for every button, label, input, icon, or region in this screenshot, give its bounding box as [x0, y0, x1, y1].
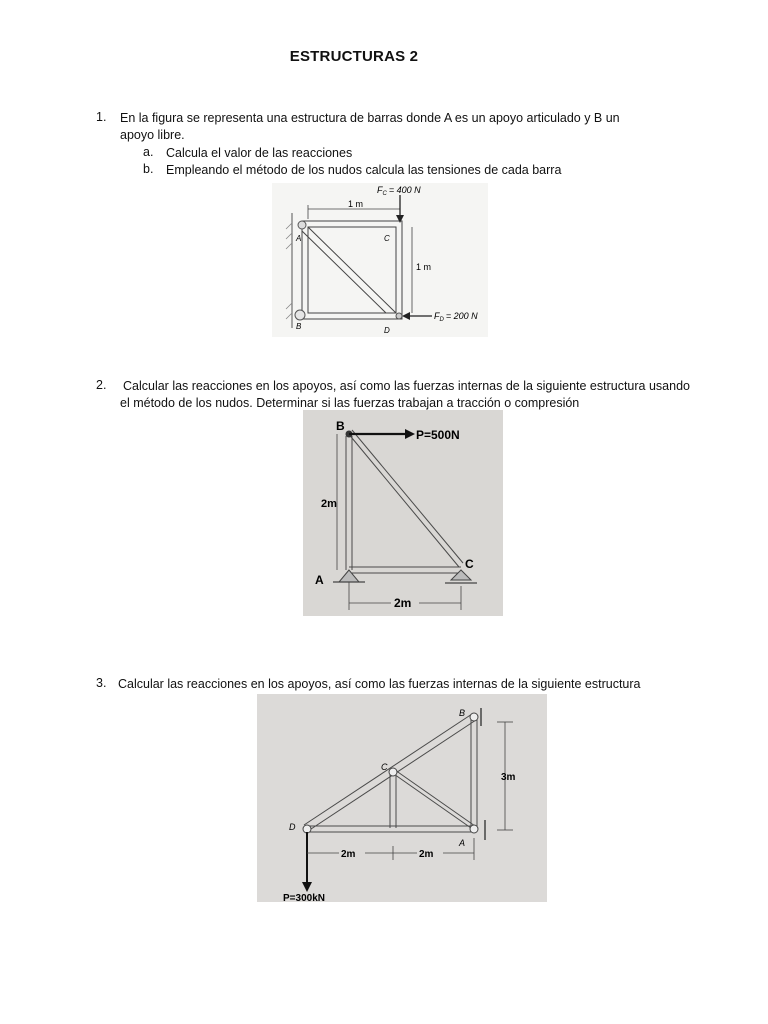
problem-3-text: Calcular las reacciones en los apoyos, así como las fuerzas internas de la siguiente estructura [118, 677, 641, 691]
fig2-dim-horizontal: 2m [394, 596, 412, 610]
fig1-node-c: C [384, 234, 390, 243]
support-a-icon [298, 221, 306, 229]
fig2-load-label: P=500N [416, 428, 460, 442]
document-title: ESTRUCTURAS 2 [289, 48, 419, 65]
fig1-force-d-label: $F_D = 200$ N [434, 311, 478, 323]
fig1-node-b: B [296, 322, 302, 331]
support-a-icon [470, 825, 478, 833]
fig1-force-c-label: $F_C = 400$ N [377, 185, 421, 197]
fig3-load-label: P=300kN [283, 893, 325, 902]
fig2-dim-vertical: 2m [321, 498, 337, 510]
subitem-b-text: Empleando el método de los nudos calcula las tensiones de cada barra [166, 163, 562, 177]
problem-1-line-2: apoyo libre. [120, 128, 185, 142]
fig2-node-c: C [465, 557, 474, 571]
fig1-dim-horizontal: 1 m [348, 199, 364, 209]
figure-1-truss [272, 183, 488, 337]
fig3-node-b: B [459, 708, 466, 718]
fig3-node-d: D [289, 822, 296, 832]
fig1-dim-vertical: 1 m [416, 262, 432, 272]
fig3-dim-vertical: 3m [501, 772, 516, 783]
figure-3-truss [257, 694, 547, 902]
fig1-node-a: A [296, 234, 302, 243]
problem-2-line-1: Calcular las reacciones en los apoyos, así como las fuerzas internas de la siguiente estructura usando [123, 379, 690, 393]
support-b-icon [295, 310, 305, 320]
problem-3-number: 3. [96, 676, 107, 690]
fig3-node-a: A [459, 838, 466, 848]
problem-2-text [120, 378, 720, 412]
problem-1-number: 1. [96, 110, 107, 124]
subitem-a-label: a. [143, 145, 154, 159]
fig3-node-c: C [381, 762, 388, 772]
subitem-b-label: b. [143, 162, 154, 176]
fig2-node-a: A [315, 573, 324, 587]
fig3-dim-right: 2m [419, 849, 434, 860]
support-b-icon [470, 713, 478, 721]
problem-1-line-1: En la figura se representa una estructura de barras donde A es un apoyo articulado y B un [120, 111, 620, 125]
fig3-dim-left: 2m [341, 849, 356, 860]
figure-2-truss [303, 410, 503, 616]
subitem-a-text: Calcula el valor de las reacciones [166, 146, 353, 160]
problem-2-number: 2. [96, 378, 107, 392]
fig2-node-b: B [336, 419, 345, 433]
fig1-node-d: D [384, 326, 390, 335]
problem-2-line-2: el método de los nudos. Determinar si las fuerzas trabajan a tracción o compresión [120, 396, 580, 410]
problem-1-text [120, 110, 680, 144]
